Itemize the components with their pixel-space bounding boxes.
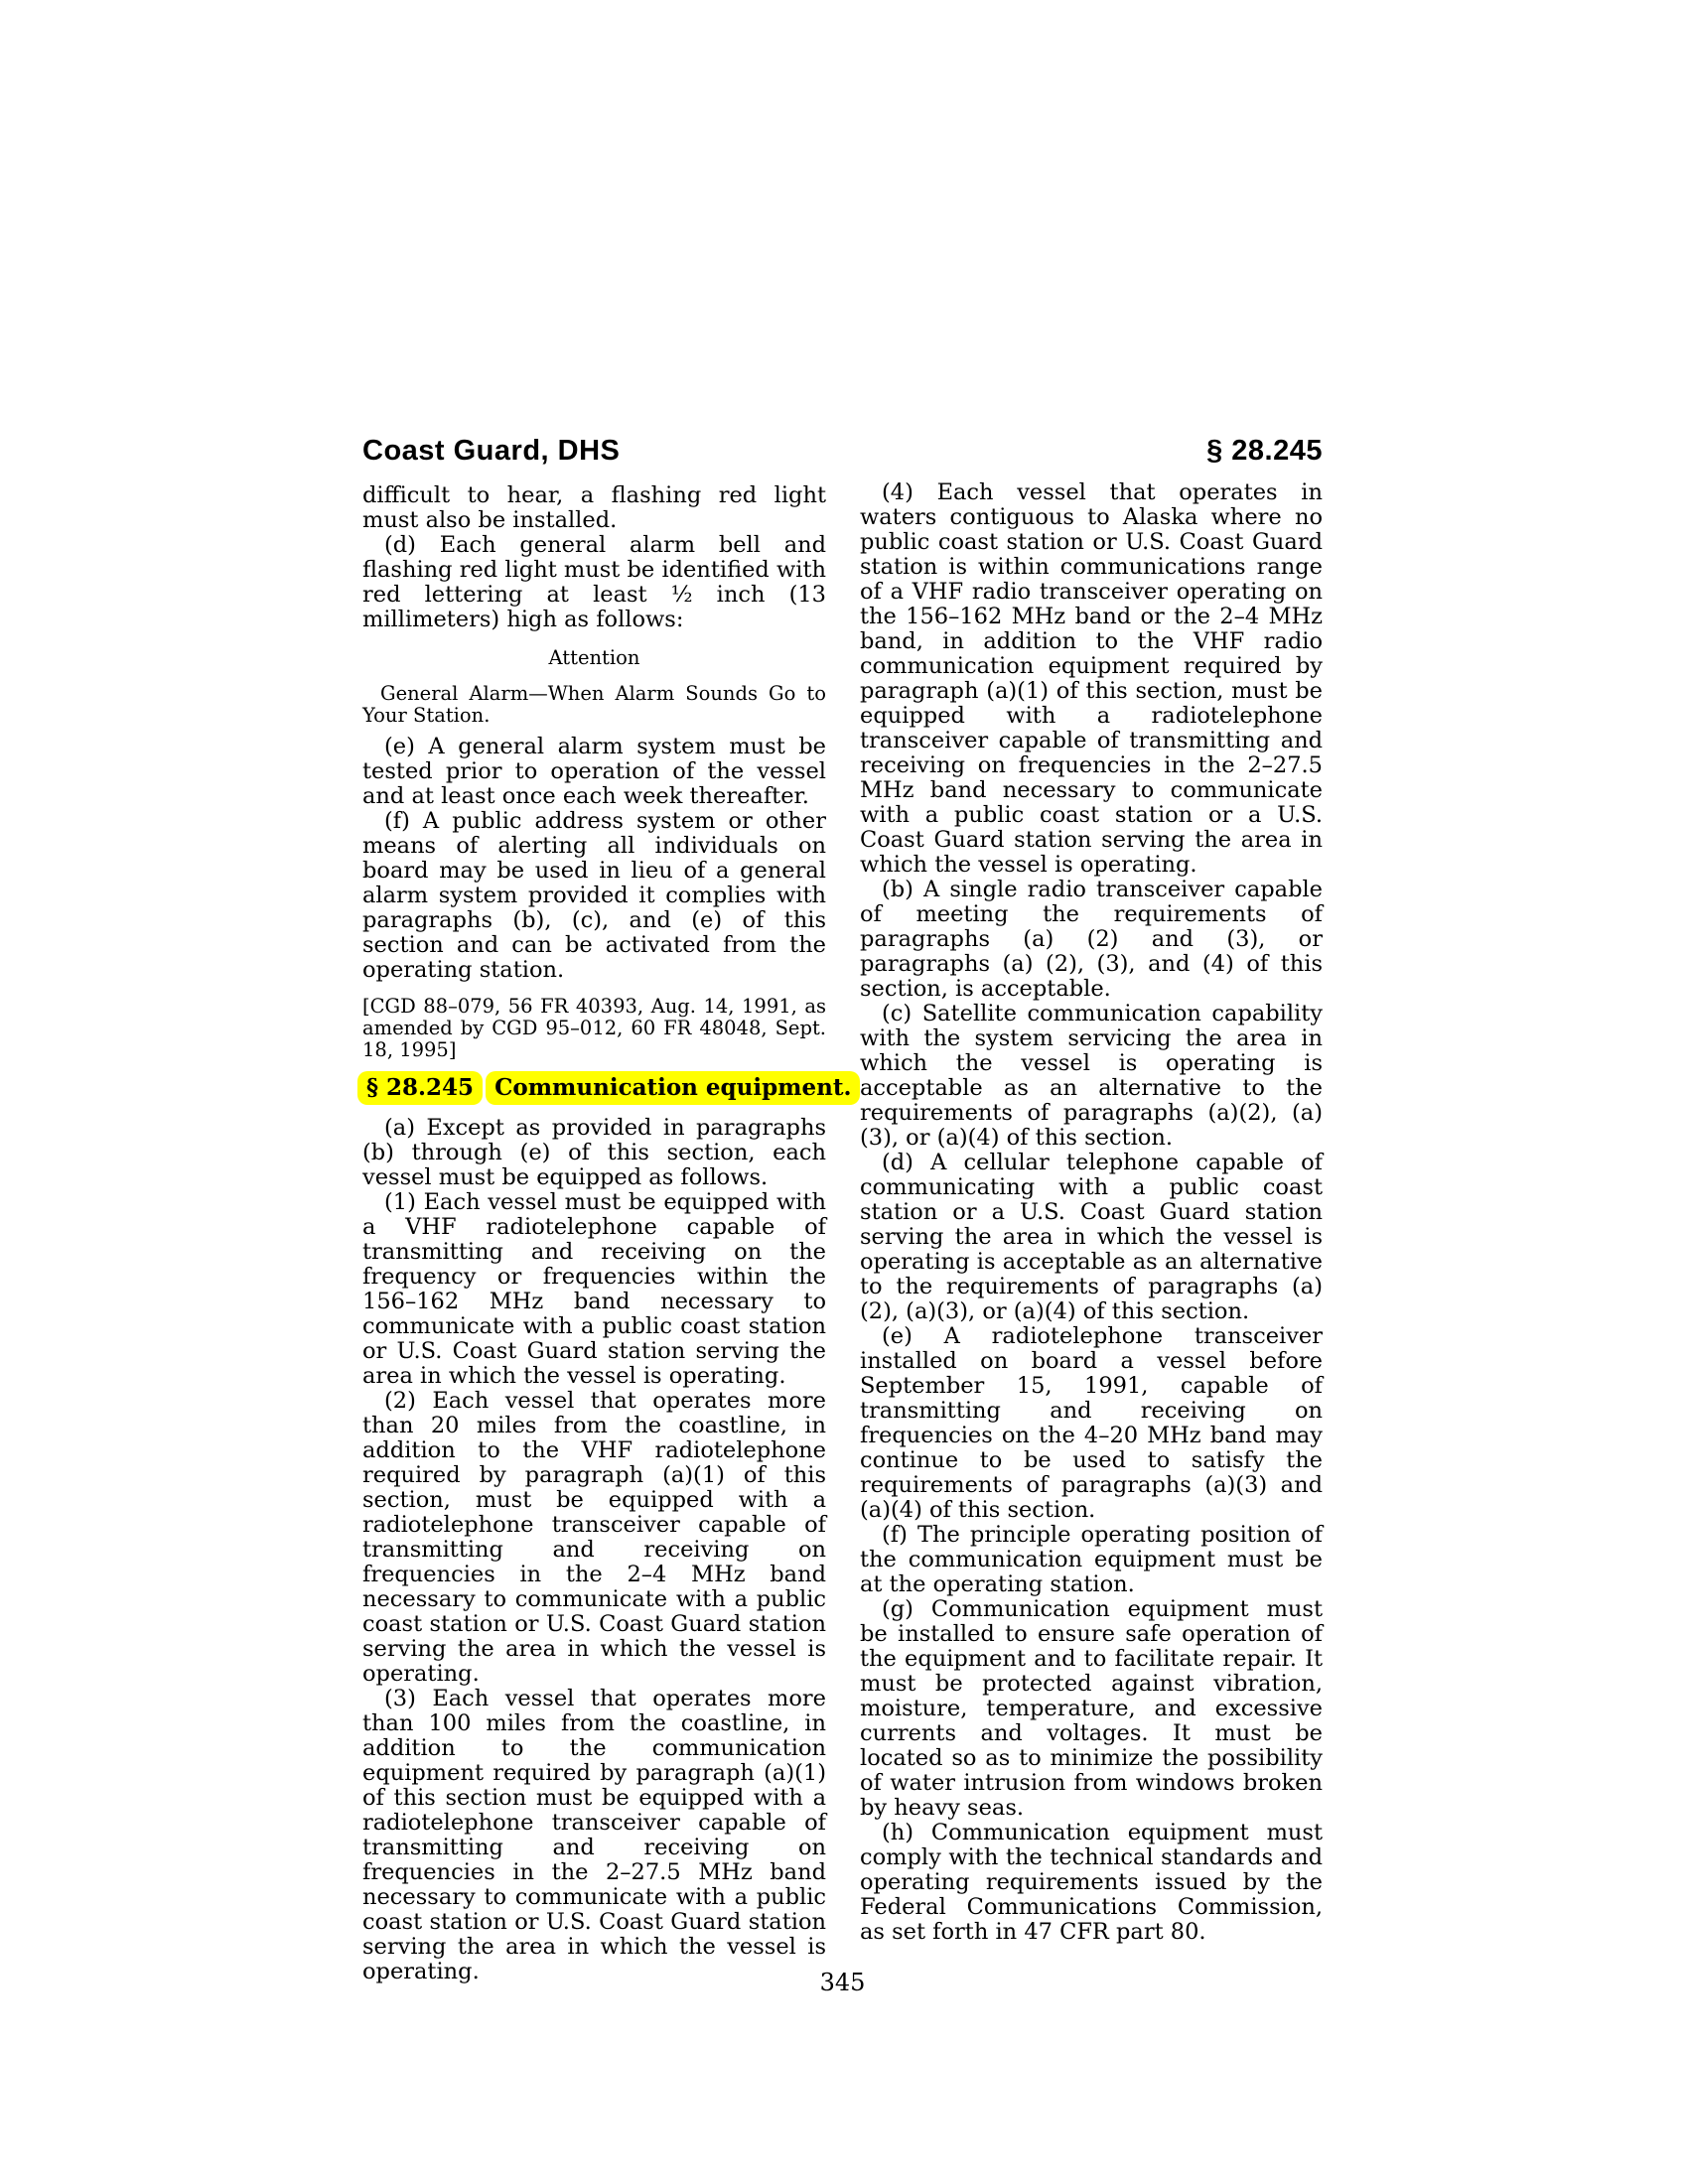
left-column xyxy=(362,482,852,1984)
paragraph-continuation: difficult to hear, a flashing red light must also be installed. xyxy=(362,482,826,533)
paragraph-e: (e) A general alarm system must be tested prior to operation of the vessel and at least once each week thereafter. xyxy=(362,734,826,809)
right-column xyxy=(860,480,1323,1945)
paragraph-a1: (1) Each vessel must be equipped with a VHF radiotelephone capable of transmitting and receiving on the frequency or frequencies within the 156–162 MHz band necessary to communicate with a public coast station or U.S. Coast Guard station serving the area in which the vessel is operating. xyxy=(362,1189,826,1389)
paragraph-a2: (2) Each vessel that operates more than 20 miles from the coastline, in addition to the VHF radiotelephone required by paragraph (a)(1) of this section, must be equipped with a radiotelephone transceiver capable of transmitting and receiving on frequencies in the 2–4 MHz band necessary to communicate with a public coast station or U.S. Coast Guard station serving the area in which the vessel is operating. xyxy=(362,1388,826,1687)
citation: [CGD 88–079, 56 FR 40393, Aug. 14, 1991, as amended by CGD 95–012, 60 FR 48048, Sept. 18, 1995] xyxy=(362,995,826,1061)
paragraph-a3: (3) Each vessel that operates more than 100 miles from the coastline, in addition to the communication equipment required by paragraph (a)(1) of this section must be equipped with a radiotelephone transceiver capable of transmitting and receiving on frequencies in the 2–27.5 MHz band necessary to communicate with a public coast station or U.S. Coast Guard station serving the area in which the vessel is operating. xyxy=(362,1686,826,1984)
paragraph-f: (f) A public address system or other means of alerting all individuals on board may be used in lieu of a general alarm system provided it complies with paragraphs (b), (c), and (e) of this section and can be activated from the operating station. xyxy=(362,808,826,983)
paragraph-h: (h) Communication equipment must comply with the technical standards and operating requirements issued by the Federal Communications Commission, as set forth in 47 CFR part 80. xyxy=(860,1820,1323,1945)
running-head xyxy=(362,435,1323,468)
general-alarm-note: General Alarm—When Alarm Sounds Go to Your Station. xyxy=(362,682,826,727)
paragraph-d2: (d) A cellular telephone capable of communicating with a public coast station or a U.S. Coast Guard station serving the area in which the vessel is operating is acceptable as an alternative to the requirements of paragraphs (a)(2), (a)(3), or (a)(4) of this section. xyxy=(860,1150,1323,1324)
paragraph-e2: (e) A radiotelephone transceiver installed on board a vessel before September 15, 1991, capable of transmitting and receiving on frequencies on the 4–20 MHz band may continue to be used to satisfy the requirements of paragraphs (a)(3) and (a)(4) of this section. xyxy=(860,1323,1323,1523)
section-title-highlight: Communication equipment. xyxy=(486,1071,860,1105)
running-head-left: Coast Guard, DHS xyxy=(362,435,621,467)
paragraph-b: (b) A single radio transceiver capable of meeting the requirements of paragraphs (a) (2) and (3), or paragraphs (a) (2), (3), and (4) of this section, is acceptable. xyxy=(860,877,1323,1002)
page-number: 345 xyxy=(819,1969,866,1996)
paragraph-g: (g) Communication equipment must be installed to ensure safe operation of the equipment and to facilitate repair. It must be protected against vibration, moisture, temperature, and excessive currents and voltages. It must be located so as to minimize the possibility of water intrusion from windows broken by heavy seas. xyxy=(860,1596,1323,1821)
attention-heading: Attention xyxy=(548,646,640,669)
section-number-highlight: § 28.245 xyxy=(357,1071,483,1105)
paragraph-a: (a) Except as provided in paragraphs (b) through (e) of this section, each vessel must be equipped as follows. xyxy=(362,1115,826,1190)
paragraph-a4: (4) Each vessel that operates in waters contiguous to Alaska where no public coast station or U.S. Coast Guard station is within communications range of a VHF radio transceiver operating on the 156–162 MHz band or the 2–4 MHz band, in addition to the VHF radio communication equipment required by paragraph (a)(1) of this section, must be equipped with a radiotelephone transceiver capable of transmitting and receiving on frequencies in the 2–27.5 MHz band necessary to communicate with a public coast station or a U.S. Coast Guard station serving the area in which the vessel is operating. xyxy=(860,479,1323,878)
paragraph-d: (d) Each general alarm bell and flashing red light must be identified with red lettering at least ½ inch (13 millimeters) high as follows: xyxy=(362,532,826,632)
running-head-right: § 28.245 xyxy=(1206,435,1323,467)
section-heading xyxy=(357,1073,852,1103)
paragraph-f2: (f) The principle operating position of the communication equipment must be at the operating station. xyxy=(860,1522,1323,1597)
paragraph-c: (c) Satellite communication capability with the system servicing the area in which the vessel is operating is acceptable as an alternative to the requirements of paragraphs (a)(2), (a)(3), or (a)(4) of this section. xyxy=(860,1001,1323,1151)
